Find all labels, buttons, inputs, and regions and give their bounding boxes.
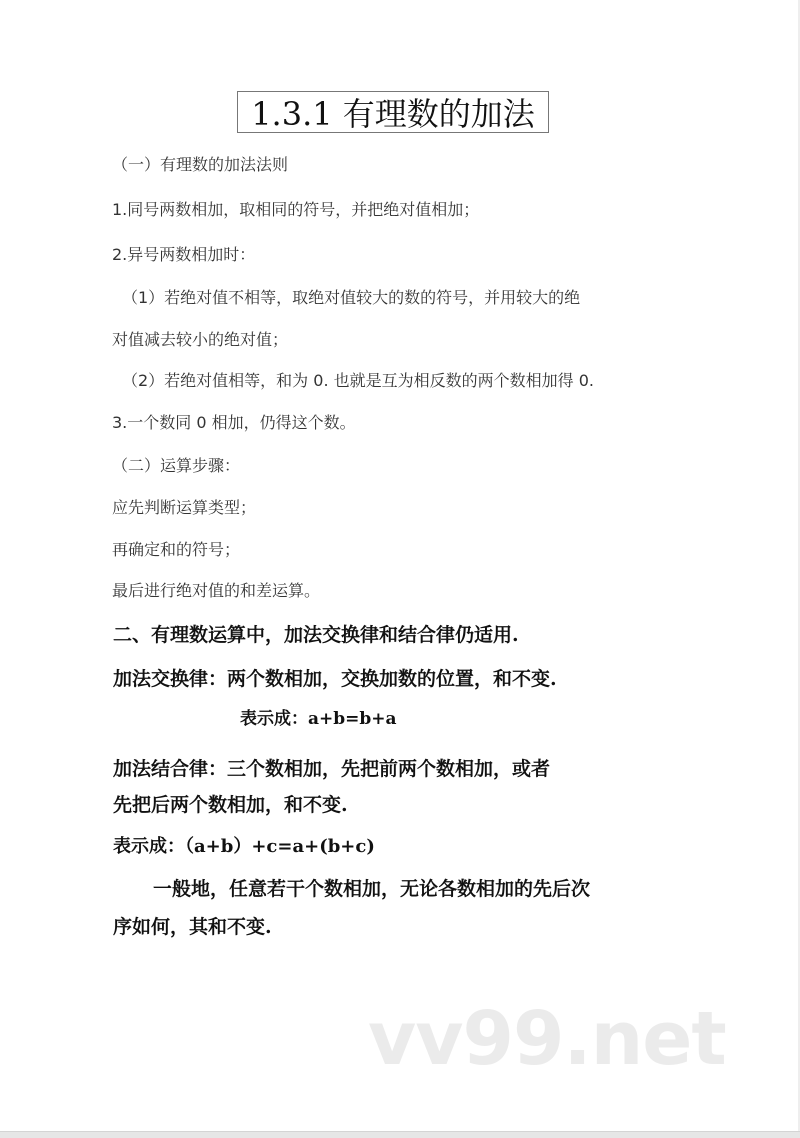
rule-2-1: （1）若绝对值不相等，取绝对值较大的数的符号，并用较大的绝 (122, 288, 581, 307)
step-1: 应先判断运算类型； (112, 498, 257, 517)
commutative-formula: 表示成：a+b=b+a (240, 709, 397, 729)
rule-3: 3.一个数同 0 相加，仍得这个数。 (112, 413, 356, 432)
section-heading-steps: （二）运算步骤： (112, 456, 241, 475)
rule-1: 1.同号两数相加，取相同的符号，并把绝对值相加； (112, 200, 480, 219)
watermark: vv99.net (368, 996, 726, 1082)
step-3: 最后进行绝对值的和差运算。 (112, 581, 321, 600)
general-rule-cont: 序如何，其和不变. (113, 916, 272, 938)
section-heading-rules: （一）有理数的加法法则 (112, 155, 289, 174)
commutative-law: 加法交换律：两个数相加，交换加数的位置，和不变. (113, 668, 557, 690)
general-rule: 一般地，任意若干个数相加，无论各数相加的先后次 (153, 878, 591, 900)
rule-2-2: （2）若绝对值相等，和为 0. 也就是互为相反数的两个数相加得 0. (122, 371, 594, 390)
rule-2-1-cont: 对值减去较小的绝对值； (112, 330, 289, 349)
step-2: 再确定和的符号； (112, 540, 241, 559)
page-title: 1.3.1 有理数的加法 (237, 91, 549, 133)
rule-2: 2.异号两数相加时： (112, 245, 256, 264)
associative-formula: 表示成：（a+b）+c=a+(b+c) (113, 836, 375, 857)
associative-law-cont: 先把后两个数相加，和不变. (113, 794, 348, 816)
section-heading-laws: 二、有理数运算中，加法交换律和结合律仍适用. (113, 624, 519, 646)
associative-law: 加法结合律：三个数相加，先把前两个数相加，或者 (113, 758, 551, 780)
